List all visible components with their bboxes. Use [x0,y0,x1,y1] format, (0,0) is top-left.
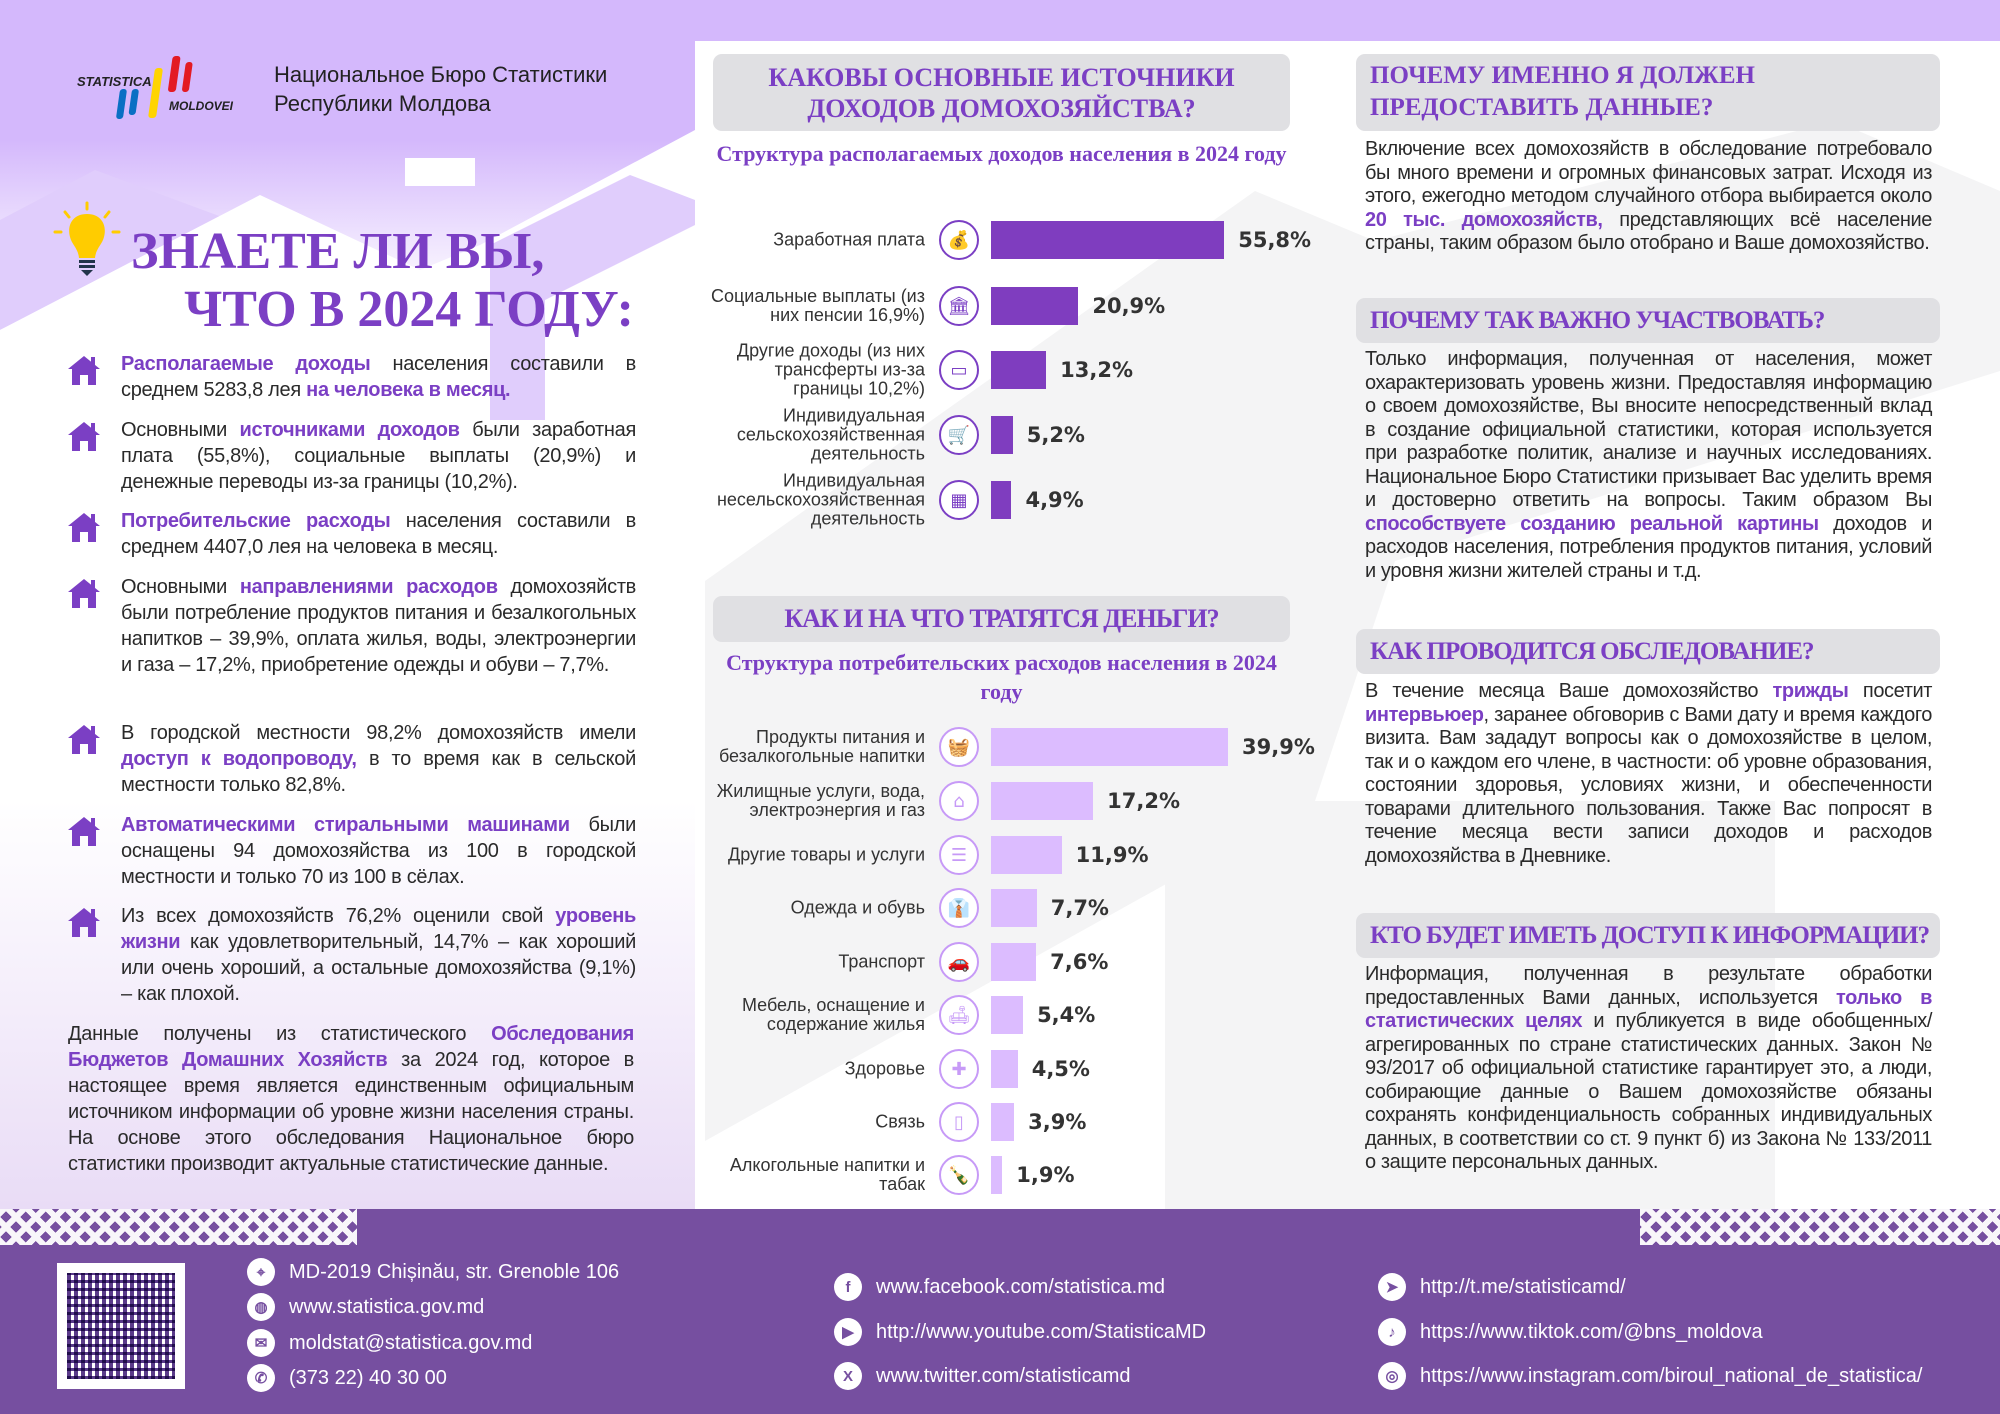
highlighted-text: 20 тыс. домохозяйств, [1365,208,1603,231]
footer-link[interactable] [247,1293,484,1321]
facebook-icon: f [834,1273,862,1301]
fact-text [121,351,636,403]
bar-label: Алкогольные напитки и табак [729,1155,925,1194]
lightbulb-icon [50,200,125,280]
house-icon [66,905,102,939]
footer-link-text: www.statistica.gov.md [289,1295,485,1318]
footer-link[interactable] [247,1329,532,1357]
footer-link[interactable] [1378,1318,1763,1346]
bar [991,1156,1002,1194]
highlighted-text: Располагаемые доходы [121,353,371,375]
fact-bullet [66,903,636,1007]
phone-icon: ✆ [247,1364,275,1392]
org-name-line2: Республики Молдова [274,91,491,116]
footer-link[interactable] [834,1318,1206,1346]
house-icon [66,722,102,756]
bar-value-label: 17,2% [1107,789,1181,813]
footer-link-text: http://t.me/statisticamd/ [1420,1275,1626,1298]
house-icon [66,510,102,544]
fact-bullet [66,417,636,495]
calculator-icon: ▦ [939,480,979,520]
section-heading: ПОЧЕМУ ИМЕННО Я ДОЛЖЕН ПРЕДОСТАВИТЬ ДАННЫЕ? [1356,54,1940,131]
fact-text [121,574,636,678]
medical-kit-icon: ✚ [939,1049,979,1089]
bar-value-label: 13,2% [1060,358,1134,382]
text-segment: были заработная плата (55,8%), социальные выплаты (20,9%) и денежные переводы из-за границы (10,2%). [121,419,637,493]
bar [991,1050,1018,1088]
bar-value-label: 5,2% [1026,423,1085,447]
bar-label: Жилищные услуги, вода, электроэнергия и газ [716,781,925,820]
text-segment: представляющих всё население страны, таким образом было отобрано и Ваше домохозяйство. [1365,208,1932,254]
highlighted-text: источниками доходов [239,419,460,441]
folk-ornament-left [0,1209,357,1245]
house-icon [66,576,102,610]
footer-link-text: www.twitter.com/statisticamd [876,1364,1131,1387]
footer-link[interactable] [834,1362,1131,1390]
telegram-icon: ➤ [1378,1273,1406,1301]
bar-label: Индивидуальная несельскохозяйственная деятельность [716,470,925,529]
statistica-moldovei-logo [77,54,237,134]
bar-label: Другие товары и услуги [728,844,925,865]
text-segment: В городской местности 98,2% домохозяйств имели [121,722,636,744]
highlighted-text: на человека в месяц. [306,379,511,401]
bar-value-label: 1,9% [1016,1163,1075,1187]
text-segment: В течение месяца Ваше домохозяйство [1365,680,1773,702]
fact-bullet [66,720,636,798]
car-icon: 🚗 [939,942,979,982]
highlighted-text: направлениями расходов [239,576,498,598]
text-segment: за 2024 год, которое в настоящее время является единственным официальным источником информации об уровне жизни населения страны. На основе этого обследования Национальное бюро статистики производит актуальные статистические данные. [68,1049,635,1175]
org-name-line1: Национальное Бюро Статистики [274,62,608,87]
footer [0,1209,2000,1414]
section-text [1365,963,1932,1175]
highlighted-text: Автоматическими стиральными машинами [121,814,570,836]
bar-value-label: 5,4% [1037,1003,1096,1027]
text-segment: посетит [1848,680,1932,702]
footer-link-text: http://www.youtube.com/StatisticaMD [876,1320,1207,1343]
highlighted-text: способствуете созданию реальной картины [1365,512,1819,535]
text-segment: Основными [121,576,240,598]
text-segment: доходов и расходов населения, потребления продуктов питания, условий и уровня жизни жителей страны и т.д. [1365,512,1932,582]
spending-chart-title: Структура потребительских расходов населения в 2024 году [726,650,1277,704]
highlighted-text: Потребительские расходы [121,510,391,532]
footer-link[interactable] [1378,1362,1922,1390]
highlighted-text: Обследования Бюджетов Домашних Хозяйств [68,1023,634,1071]
folk-ornament-right [1640,1209,2000,1245]
bar-label: Продукты питания и безалкогольные напитки [718,727,925,766]
location-pin-icon: ⌖ [247,1258,275,1286]
highlighted-text: интервьюер [1365,703,1484,726]
bar [991,943,1036,981]
footer-link[interactable] [1378,1273,1626,1301]
text-segment: , заранее обговорив с Вами дату и время каждого визита. Вам зададут вопросы как о домохозяйстве в целом, так и о каждом его члене, в частности: об уровне образования, состоянии здоровья, условиях жизни, и обеспеченности товарами длительного пользования. Также Вас попросят в течение месяца вести записи доходов и расходов домохозяйства в Дневнике. [1365,703,1932,867]
money-bag-icon: 💰 [939,220,979,260]
section-text [1365,348,1932,583]
house-utilities-icon: ⌂ [939,781,979,821]
footer-link[interactable] [834,1273,1165,1301]
text-segment: Основными [121,419,240,441]
bar-label: Связь [875,1111,925,1132]
tiktok-icon: ♪ [1378,1318,1406,1346]
bar-label: Индивидуальная сельскохозяйственная деятельность [736,405,925,464]
bar-label: Заработная плата [773,229,925,250]
svg-text:STATISTICA: STATISTICA [77,74,152,89]
text-segment: Включение всех домохозяйств в обследование потребовало бы много времени и огромных финансовых затрат. Исходя из этого, ежегодно методом случайного отбора выбирается около [1365,138,1932,207]
shopping-list-icon: ☰ [939,835,979,875]
footer-link-text: (373 22) 40 30 00 [289,1366,447,1389]
x-twitter-icon: X [834,1362,862,1390]
highlighted-text: только в статистических целях [1365,986,1932,1032]
house-icon [66,814,102,848]
section-text [1365,138,1932,256]
phone-icon: ▯ [939,1102,979,1142]
globe-icon: ◍ [247,1293,275,1321]
bar-label: Транспорт [838,951,925,972]
bar-value-label: 55,8% [1238,228,1312,252]
bar-label: Мебель, оснащение и содержание жилья [741,995,925,1034]
spending-heading: КАК И НА ЧТО ТРАТЯТСЯ ДЕНЬГИ? [713,596,1290,642]
coat-icon: 👔 [939,888,979,928]
bar-label: Здоровье [844,1058,925,1079]
fact-text [121,720,636,798]
instagram-icon: ◎ [1378,1362,1406,1390]
section-heading: КАК ПРОВОДИТСЯ ОБСЛЕДОВАНИЕ? [1356,629,1940,674]
bank-icon: 🏛 [939,286,979,326]
text-segment: населения составили в среднем 4407,0 лея на человека в месяц. [121,510,636,558]
bar-value-label: 7,7% [1050,896,1109,920]
footer-link[interactable] [247,1258,619,1286]
fact-text [121,508,636,560]
footer-link-text: www.facebook.com/statistica.md [876,1275,1165,1298]
title-line1: ЗНАЕТЕ ЛИ ВЫ, [131,223,545,280]
fact-text [121,417,636,495]
grocery-basket-icon: 🧺 [939,727,979,767]
fact-text [121,903,636,1007]
house-icon [66,353,102,387]
bar [991,351,1046,389]
bar-label: Одежда и обувь [790,897,925,918]
highlighted-text: трижды [1772,680,1849,702]
bottle-icon: 🍾 [939,1155,979,1195]
income-heading: КАКОВЫ ОСНОВНЫЕ ИСТОЧНИКИ ДОХОДОВ ДОМОХОЗЯЙСТВА? [713,54,1290,131]
bar-value-label: 4,9% [1025,488,1084,512]
survey-footnote [68,1021,634,1177]
bar [991,481,1011,519]
bar [991,416,1013,454]
bar [991,836,1062,874]
house-icon [66,419,102,453]
left-column [0,0,695,1209]
text-segment: Из всех домохозяйств 76,2% оценили свой [121,905,556,927]
bar-label: Социальные выплаты (из них пенсии 16,9%) [710,286,925,325]
fact-text [121,812,636,890]
footer-link-text: https://www.instagram.com/biroul_national_de_statistica/ [1420,1364,1923,1387]
highlighted-text: доступ к водопроводу, [121,748,357,770]
bar [991,889,1037,927]
youtube-icon: ▶ [834,1318,862,1346]
text-segment: как удовлетворительный, 14,7% – как хороший или очень хороший, а остальные домохозяйства (9,1%) – как плохой. [121,931,636,1005]
bar [991,728,1228,766]
highlighted-text: уровень жизни [121,905,636,953]
footer-link-text: https://www.tiktok.com/@bns_moldova [1420,1320,1763,1343]
fact-bullet [66,812,636,890]
text-segment: домохозяйств были потребление продуктов питания и безалкогольных напитков – 39,9%, оплата жилья, воды, электроэнергии и газа – 17,2%, приобретение одежды и обуви – 7,7%. [121,576,637,676]
bar-value-label: 3,9% [1028,1110,1087,1134]
footer-link-text: moldstat@statistica.gov.md [289,1331,533,1354]
text-segment: Только информация, полученная от населения, может охарактеризовать уровень жизни. Предоставляя информацию о своем домохозяйстве, Вы вносите непосредственный вклад в создание официальной статистики, которая используется при разработке политик, анализе и научных исследованиях. Национальное Бюро Статистики призывает Вас уделить время и достоверно ответить на вопросы. Таким образом Вы [1365,348,1932,511]
section-heading: ПОЧЕМУ ТАК ВАЖНО УЧАСТВОВАТЬ? [1356,298,1940,343]
qr-code[interactable] [57,1263,185,1389]
footer-link-text: MD-2019 Chișinău, str. Grenoble 106 [289,1260,620,1283]
section-heading: КТО БУДЕТ ИМЕТЬ ДОСТУП К ИНФОРМАЦИИ? [1356,913,1940,958]
bar-value-label: 39,9% [1242,735,1315,759]
text-segment: и публикуется в виде обобщенных/агрегированных по стране статистических данных. Закон № 93/2017 об официальной статистике гарантирует это, а люди, собирающие данные о Вашем домохозяйстве обязаны сохранять конфиденциальность собранных индивидуальных данных, в соответствии со ст. 9 пункт б) из Закона № 133/2011 о защите персональных данных. [1365,1010,1932,1173]
fact-bullet [66,351,636,403]
text-segment: были оснащены 94 домохозяйства из 100 в городской местности и только 70 из 100 в сёлах. [121,814,636,888]
bar [991,1103,1014,1141]
bar-value-label: 7,6% [1050,950,1109,974]
title-line2: ЧТО В 2024 ГОДУ: [184,281,634,338]
bar [991,221,1224,259]
sofa-icon: 🛋 [939,995,979,1035]
text-segment: в то время как в сельской местности только 82,8%. [121,748,636,796]
bar-value-label: 11,9% [1075,843,1149,867]
bar-value-label: 4,5% [1031,1057,1090,1081]
bar [991,287,1078,325]
bar-value-label: 20,9% [1092,294,1166,318]
credit-card-icon: ▭ [939,350,979,390]
text-segment: населения составили в среднем 5283,8 лея [121,353,636,401]
text-segment: Информация, полученная в результате обработки предоставленных Вами данных, используется [1365,963,1932,1009]
svg-text:MOLDOVEI: MOLDOVEI [169,99,234,113]
bar [991,996,1023,1034]
text-segment: Данные получены из статистического [68,1023,492,1045]
income-chart-title: Структура располагаемых доходов населения в 2024 году [716,141,1287,166]
fact-bullet [66,508,636,560]
section-text [1365,680,1932,868]
fact-bullet [66,574,636,678]
envelope-icon: ✉ [247,1329,275,1357]
footer-link[interactable] [247,1364,447,1392]
farm-cart-icon: 🛒 [939,415,979,455]
bar [991,782,1093,820]
bar-label: Другие доходы (из них трансферты из-за границы 10,2%) [736,340,925,399]
